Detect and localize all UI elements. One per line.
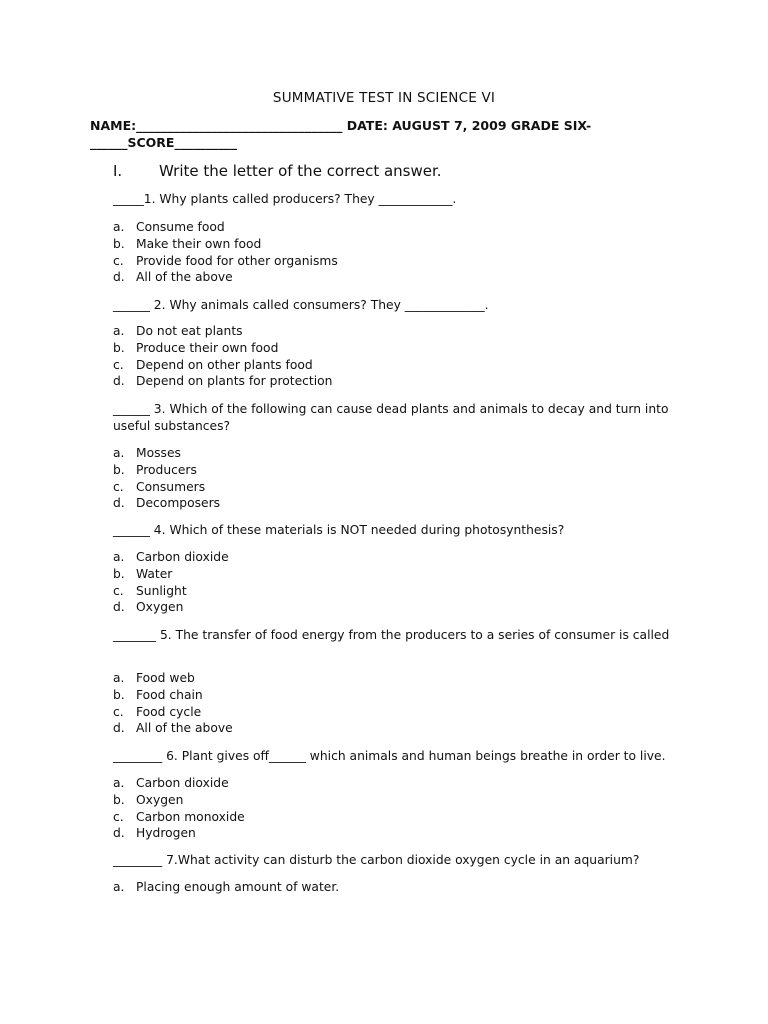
question-3-options — [113, 445, 220, 512]
score-line: ______SCORE__________ — [90, 135, 237, 150]
section-number: I. — [113, 162, 123, 180]
option: c. Carbon monoxide — [113, 809, 245, 824]
section-instruction: Write the letter of the correct answer. — [159, 162, 442, 180]
question-7-options — [113, 879, 339, 896]
option: a. Carbon dioxide — [113, 776, 229, 790]
question-4: ______ 4. Which of these materials is NOT needed during photosynthesis? — [113, 523, 565, 537]
option: a. Mosses — [113, 446, 181, 460]
option: b. Produce their own food — [113, 340, 279, 355]
option: d. Hydrogen — [113, 826, 196, 841]
question-2-options — [113, 323, 332, 390]
option: a. Food web — [113, 671, 195, 685]
option: b. Water — [113, 566, 173, 581]
option: d. Decomposers — [113, 496, 221, 511]
option: c. Depend on other plants food — [113, 357, 313, 372]
option: c. Consumers — [113, 479, 206, 494]
option: d. Depend on plants for protection — [113, 374, 333, 389]
option: b. Food chain — [113, 687, 203, 702]
option: b. Oxygen — [113, 792, 184, 807]
option: b. Producers — [113, 462, 197, 477]
option: c. Provide food for other organisms — [113, 253, 338, 268]
option: d. All of the above — [113, 270, 233, 285]
question-4-options — [113, 549, 229, 616]
question-2: ______ 2. Why animals called consumers? They _____________. — [113, 298, 489, 312]
question-6-options — [113, 775, 245, 842]
question-7: ________ 7.What activity can disturb the carbon dioxide oxygen cycle in an aquarium? — [113, 853, 640, 867]
option: d. All of the above — [113, 721, 233, 736]
question-5-options — [113, 670, 233, 737]
option: c. Sunlight — [113, 583, 187, 598]
section-heading — [113, 162, 442, 180]
name-date-grade-line: NAME:_________________________________ DATE: AUGUST 7, 2009 GRADE SIX- — [90, 118, 592, 133]
question-5: _______ 5. The transfer of food energy from the producers to a series of consumer is called — [113, 628, 670, 642]
option: a. Consume food — [113, 220, 225, 234]
option: b. Make their own food — [113, 236, 262, 251]
question-1-options — [113, 219, 338, 286]
option: a. Placing enough amount of water. — [113, 880, 340, 894]
question-3: ______ 3. Which of the following can cause dead plants and animals to decay and turn into useful substances? — [113, 402, 669, 433]
document-title: SUMMATIVE TEST IN SCIENCE VI — [272, 90, 496, 106]
question-6: ________ 6. Plant gives off______ which animals and human beings breathe in order to live. — [113, 749, 666, 763]
question-1: _____1. Why plants called producers? They ____________. — [113, 192, 457, 206]
option: a. Carbon dioxide — [113, 550, 229, 564]
option: d. Oxygen — [113, 600, 184, 615]
option: a. Do not eat plants — [113, 324, 243, 338]
option: c. Food cycle — [113, 704, 202, 719]
